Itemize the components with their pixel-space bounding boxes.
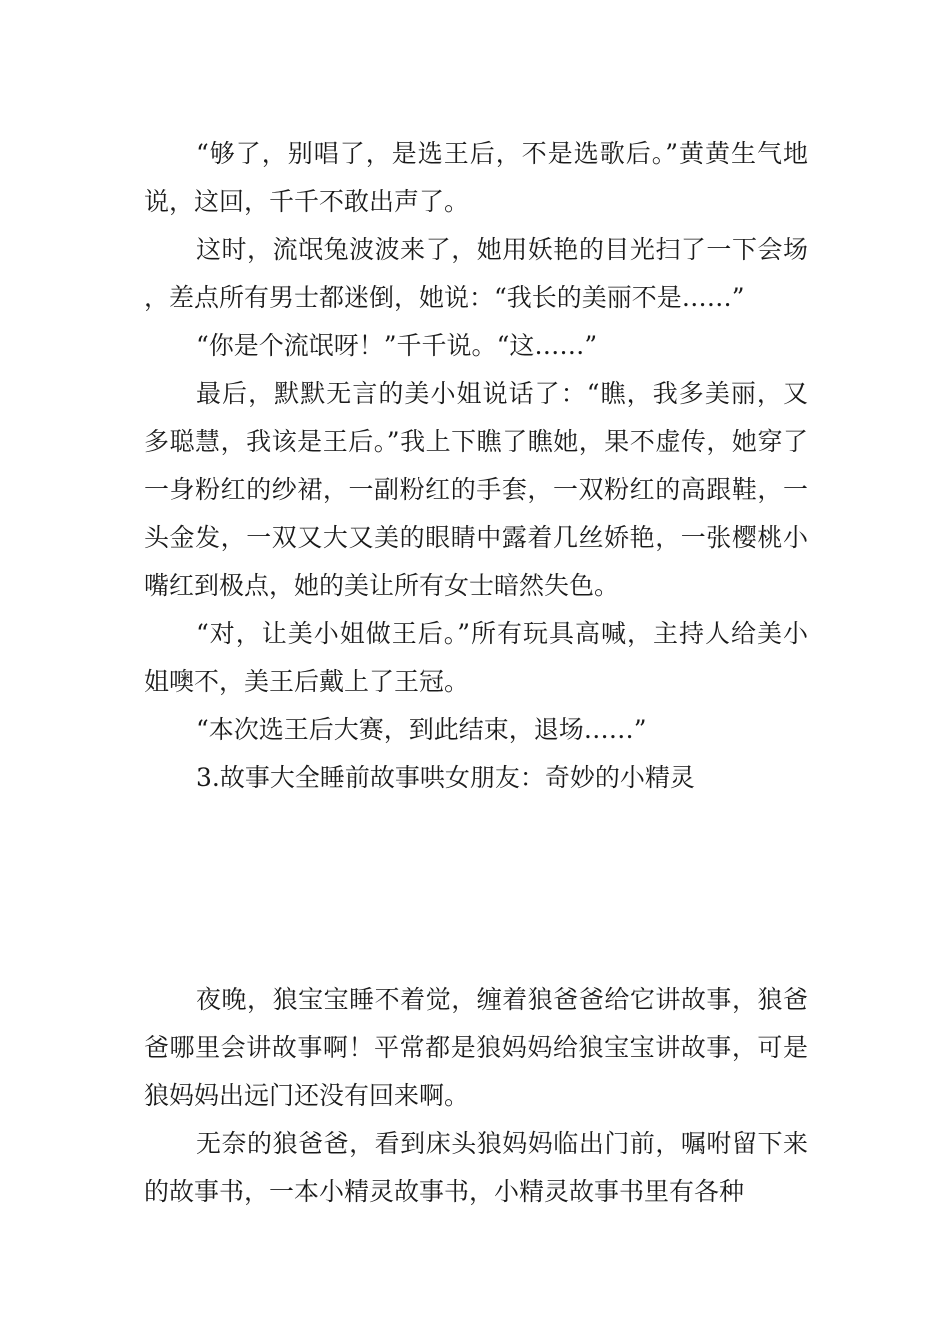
paragraph-5: “对，让美小姐做王后。”所有玩具高喊，主持人给美小姐噢不，美王后戴上了王冠。 (144, 619, 808, 696)
paragraph-7: 夜晚，狼宝宝睡不着觉，缠着狼爸爸给它讲故事，狼爸爸哪里会讲故事啊！平常都是狼妈妈给狼宝宝讲故事，可是狼妈妈出远门还没有回来啊。 (144, 985, 808, 1110)
paragraph-3: “你是个流氓呀！”千千说。“这……” (196, 331, 598, 360)
paragraph-1: “够了，别唱了，是选王后，不是选歌后。”黄黄生气地说，这回，千千不敢出声了。 (144, 139, 808, 216)
story-text-bottom (144, 976, 808, 1216)
paragraph-2: 这时，流氓兔波波来了，她用妖艳的目光扫了一下会场，差点所有男士都迷倒，她说：“我长的美丽不是……” (144, 235, 808, 312)
paragraph-8: 无奈的狼爸爸，看到床头狼妈妈临出门前，嘱咐留下来的故事书，一本小精灵故事书，小精灵故事书里有各种 (144, 1129, 808, 1206)
story-text-top (144, 130, 808, 802)
paragraph-4: 最后，默默无言的美小姐说话了：“瞧，我多美丽，又多聪慧，我该是王后。”我上下瞧了瞧她，果不虚传，她穿了一身粉红的纱裙，一副粉红的手套，一双粉红的高跟鞋，一头金发，一双又大又美的眼睛中露着几丝娇艳，一张樱桃小嘴红到极点，她的美让所有女士暗然失色。 (144, 379, 808, 600)
paragraph-6: “本次选王后大赛，到此结束，退场……” (196, 715, 647, 744)
section-heading: 3.故事大全睡前故事哄女朋友：奇妙的小精灵 (196, 763, 695, 792)
